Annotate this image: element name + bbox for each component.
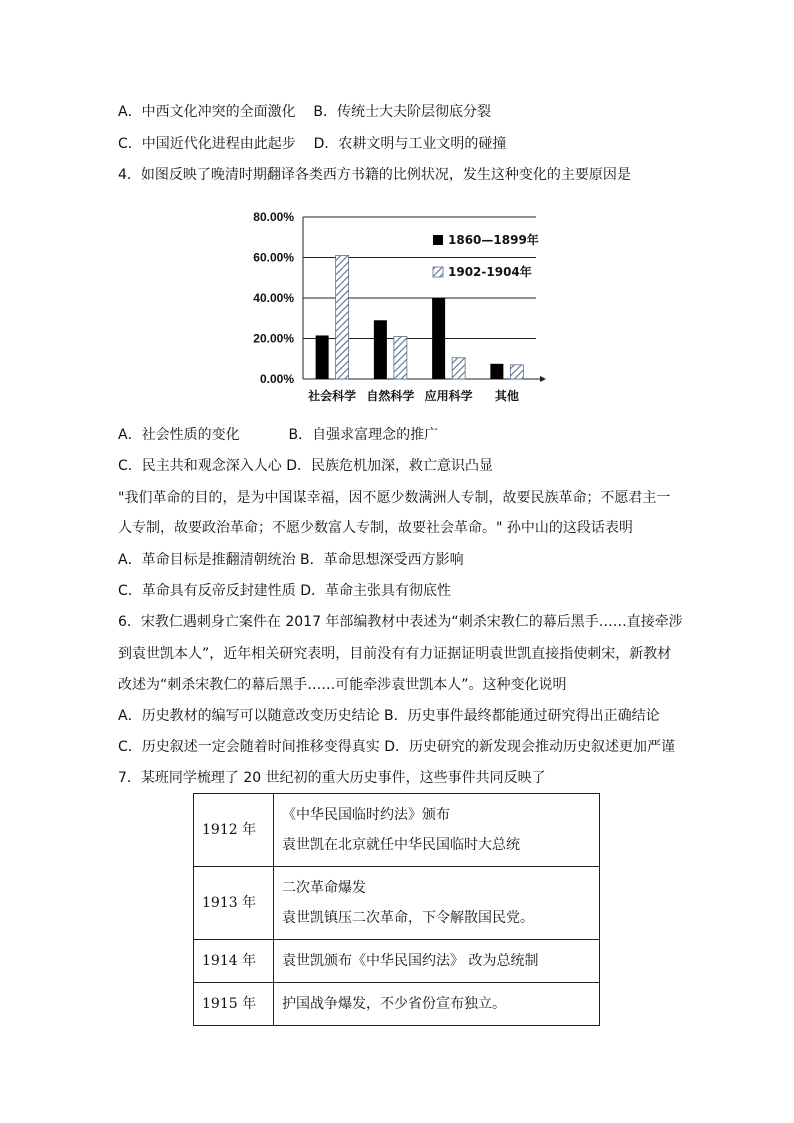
legend-swatch <box>433 235 443 245</box>
table-row <box>194 983 600 1026</box>
table-row <box>194 940 600 983</box>
y-tick-label: 40.00% <box>253 291 294 305</box>
event-cell <box>274 940 600 983</box>
event-text: 《中华民国临时约法》颁布 <box>282 807 450 823</box>
y-tick-label: 20.00% <box>253 331 294 346</box>
q6-options-ab: A．历史教材的编写可以随意改变历史结论 B．历史事件最终都能通过研究得出正确结论 <box>118 708 660 724</box>
event-text: 二次革命爆发 <box>282 880 366 896</box>
bar <box>336 255 349 379</box>
event-text: 护国战争爆发，不少省份宣布独立。 <box>282 996 506 1012</box>
q5-stem-line1: "我们革命的目的，是为中国谋幸福，因不愿少数满洲人专制，故要民族革命；不愿君主一 <box>118 490 671 506</box>
q4-stem: 4．如图反映了晚清时期翻译各类西方书籍的比例状况，发生这种变化的主要原因是 <box>118 167 631 183</box>
bar <box>316 335 329 379</box>
x-tick-label: 其他 <box>494 389 519 403</box>
q3-option-a: A．中西文化冲突的全面激化 <box>118 104 296 120</box>
q6-stem-line1: 6．宋教仁遇刺身亡案件在 2017 年部编教材中表述为“刺杀宋教仁的幕后黑手……直接牵涉 <box>118 614 683 630</box>
event-cell <box>274 794 600 867</box>
q3-option-c: C．中国近代化进程由此起步 <box>118 136 296 152</box>
table-row <box>194 794 600 867</box>
x-tick-label: 社会科学 <box>308 389 357 403</box>
x-tick-label: 自然科学 <box>366 389 415 403</box>
bar <box>432 298 445 379</box>
bar <box>394 336 407 379</box>
event-cell <box>274 867 600 940</box>
event-cell <box>274 983 600 1026</box>
q3-option-b: B．传统士大夫阶层彻底分裂 <box>313 104 491 120</box>
q6-stem-line2: 到袁世凯本人”，近年相关研究表明，目前没有有力证据证明袁世凯直接指使刺宋，新教材 <box>118 646 672 662</box>
bar <box>374 320 387 379</box>
year-cell: 1914 年 <box>194 940 274 983</box>
q4-options-cd: C．民主共和观念深入人心 D．民族危机加深，救亡意识凸显 <box>118 458 494 474</box>
event-text: 袁世凯颁布《中华民国约法》 改为总统制 <box>282 953 539 969</box>
bar <box>452 358 465 379</box>
event-text: 袁世凯镇压二次革命，下令解散国民党。 <box>282 910 534 926</box>
q3-option-d: D．农耕文明与工业文明的碰撞 <box>313 136 507 152</box>
bar <box>510 365 523 379</box>
q7-events-table <box>193 793 600 1026</box>
y-tick-label: 60.00% <box>253 250 294 265</box>
x-tick-label: 应用科学 <box>424 389 473 403</box>
year-cell: 1912 年 <box>194 794 274 867</box>
table-row <box>194 867 600 940</box>
q3-options-ab <box>118 102 491 122</box>
q4-bar-chart <box>240 200 550 410</box>
q5-stem-line2: 人专制，故要政治革命；不愿少数富人专制，故要社会革命。" 孙中山的这段话表明 <box>118 520 633 536</box>
q5-options-cd: C．革命具有反帝反封建性质 D．革命主张具有彻底性 <box>118 583 452 599</box>
legend-label: 1902-1904年 <box>448 265 532 279</box>
q4-option-b: B．自强求富理念的推广 <box>288 427 439 443</box>
year-cell: 1913 年 <box>194 867 274 940</box>
q6-stem-line3: 改述为“刺杀宋教仁的幕后黑手……可能牵涉袁世凯本人”。这种变化说明 <box>118 677 567 693</box>
q3-options-cd <box>118 134 506 154</box>
year-cell: 1915 年 <box>194 983 274 1026</box>
bar <box>490 364 503 379</box>
y-tick-label: 0.00% <box>259 372 294 386</box>
q7-stem: 7．某班同学梳理了 20 世纪初的重大历史事件，这些事件共同反映了 <box>118 770 546 786</box>
legend-label: 1860—1899年 <box>448 233 539 247</box>
y-tick-label: 80.00% <box>253 210 294 224</box>
q6-options-cd: C．历史叙述一定会随着时间推移变得真实 D．历史研究的新发现会推动历史叙述更加严谨 <box>118 739 676 755</box>
legend-swatch <box>433 267 443 277</box>
x-axis-arrow <box>540 376 546 382</box>
q4-options-ab <box>118 425 438 445</box>
event-text: 袁世凯在北京就任中华民国临时大总统 <box>282 837 520 853</box>
q4-option-a: A．社会性质的变化 <box>118 427 240 443</box>
q5-options-ab: A．革命目标是推翻清朝统治 B．革命思想深受西方影响 <box>118 552 464 568</box>
